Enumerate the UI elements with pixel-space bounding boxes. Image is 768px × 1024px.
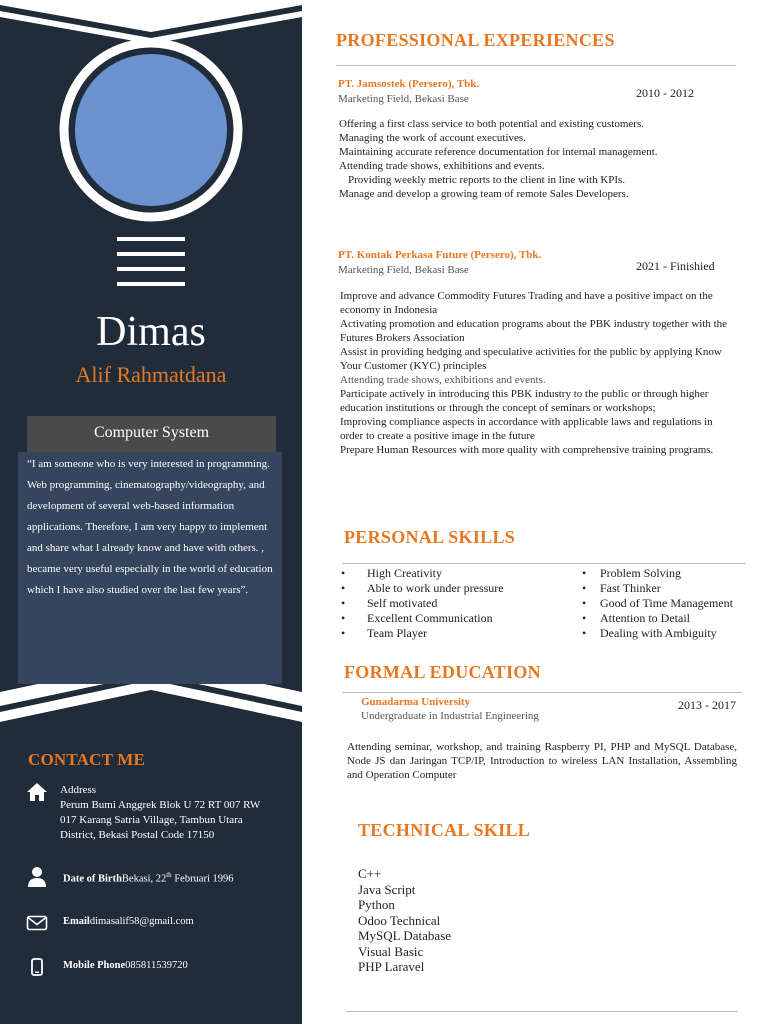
job-1-company: PT. Jamsostek (Persero), Tbk. [338,78,480,90]
job-1-duty: Attending trade shows, exhibitions and events. [339,160,545,172]
skills-title: PERSONAL SKILLS [344,527,516,547]
job-2-role: Marketing Field, Bekasi Base [338,264,469,276]
education-degree: Undergraduate in Industrial Engineering [361,710,539,722]
skills-divider [342,563,746,564]
tech-item: PHP Laravel [358,959,425,974]
skills-list-right [582,566,762,641]
skill-item: • Good of Time Management [582,596,762,611]
tech-item: Java Script [358,881,416,897]
home-icon [26,781,48,803]
skill-item: • Able to work under pressure [341,581,576,596]
tech-item: MySQL Database [358,928,452,943]
dob-value-pre: Bekasi, 22 [121,873,167,885]
job-2-duty: Prepare Human Resources with more quality with comprehensive training programs. [340,444,714,456]
phone-label: Mobile Phone [63,960,126,971]
job-1-duty: Providing weekly metric reports to the client in line with KPIs. [348,174,626,186]
job-1-duty: Managing the work of account executives. [339,132,526,144]
job-1-duty: Offering a first class service to both potential and existing customers. [339,118,644,130]
job-1-duties [339,117,729,201]
envelope-icon [26,912,48,934]
job-2-duty: Assist in providing hedging and speculative activities for the public by applying Know Your Customer (KYC) principles [340,346,722,372]
skill-item: • Dealing with Ambiguity [582,626,762,641]
skill-item: • Self motivated [341,596,576,611]
job-2-period: 2021 - Finishied [636,259,715,273]
experience-divider [336,65,736,66]
phone-block [63,958,263,973]
dob-label: Date of Birth [63,873,122,885]
skill-item: • Fast Thinker [582,581,762,596]
job-2-duty: Activating promotion and education programs about the PBK industry together with the Futures Brokers Association [340,318,728,344]
education-divider [342,692,742,693]
tech-item: Odoo Technical [358,912,441,928]
job-1-role: Marketing Field, Bekasi Base [338,93,469,105]
tech-item: Python [358,897,395,912]
education-description: Attending seminar, workshop, and training Raspberry PI, PHP and MySQL Database, Node JS dan Jaringan TCP/IP, Introduction to wireless LAN Installation, Assembling and Operation Computer [347,741,737,781]
technical-list [358,866,451,975]
job-2-duty: Improving compliance aspects in accordance with applicable laws and regulations in order to create a positive image in the future [340,416,713,442]
phone-icon [26,956,48,978]
education-title: FORMAL EDUCATION [344,662,541,682]
contact-title: CONTACT ME [28,750,146,769]
address-label: Address [60,784,97,796]
job-1-duty: Manage and develop a growing team of remote Sales Developers. [339,188,629,200]
footer-divider [346,1011,738,1012]
job-2-duty: Attending trade shows, exhibitions and events. [340,374,546,386]
tech-item: Visual Basic [358,943,424,959]
skill-item: • Problem Solving [582,566,762,581]
role-badge: Computer System [27,416,276,452]
dob-block [63,868,243,887]
skill-item: • Team Player [341,626,576,641]
address-value: Perum Bumi Anggrek Blok U 72 RT 007 RW 017 Karang Satria Village, Tambun Utara District, Bekasi Postal Code 17150 [60,799,260,841]
first-name: Dimas [96,309,206,355]
tech-item: C++ [358,866,382,881]
address-block [60,783,260,843]
job-2-company: PT. Kontak Perkasa Future (Persero), Tbk. [338,249,542,261]
job-1-period: 2010 - 2012 [636,86,694,100]
dob-value-post: Februari 1996 [171,873,234,885]
skill-item: • Attention to Detail [582,611,762,626]
education-school: Gunadarma University [361,696,471,708]
quote-text: “I am someone who is very interested in programming. Web programming, cinematography/videography, and development of several web-based information applications. Therefore, I am very happy to implement and share what I already know and have with others. , became very useful especially in the world of education which I have also studied over the last few years”. [27,458,273,596]
last-name: Alif Rahmatdana [75,362,227,387]
sidebar [0,0,302,1024]
job-2-duty: Participate actively in introducing this PBK industry to the public or through higher education institutions or through the concept of seminars or workshops; [340,388,709,414]
email-label: Email [63,916,90,927]
skill-item: • High Creativity [341,566,576,581]
job-2-duty: Improve and advance Commodity Futures Trading and have a positive impact on the economy in Indonesia [340,290,713,316]
experience-title: PROFESSIONAL EXPERIENCES [336,30,615,50]
job-1-duty: Maintaining accurate reference documentation for internal management. [339,146,658,158]
email-value[interactable]: dimasalif58@gmail.com [89,916,194,927]
skill-item: • Excellent Communication [341,611,576,626]
skills-list-left [341,566,576,641]
job-2-duties [340,289,732,457]
phone-value[interactable]: 085811539720 [125,960,188,971]
person-icon [26,866,48,888]
dob-sup: th [166,871,172,879]
email-block [63,914,263,929]
technical-title: TECHNICAL SKILL [358,820,531,840]
photo-circle [75,54,227,206]
education-period: 2013 - 2017 [678,698,736,712]
